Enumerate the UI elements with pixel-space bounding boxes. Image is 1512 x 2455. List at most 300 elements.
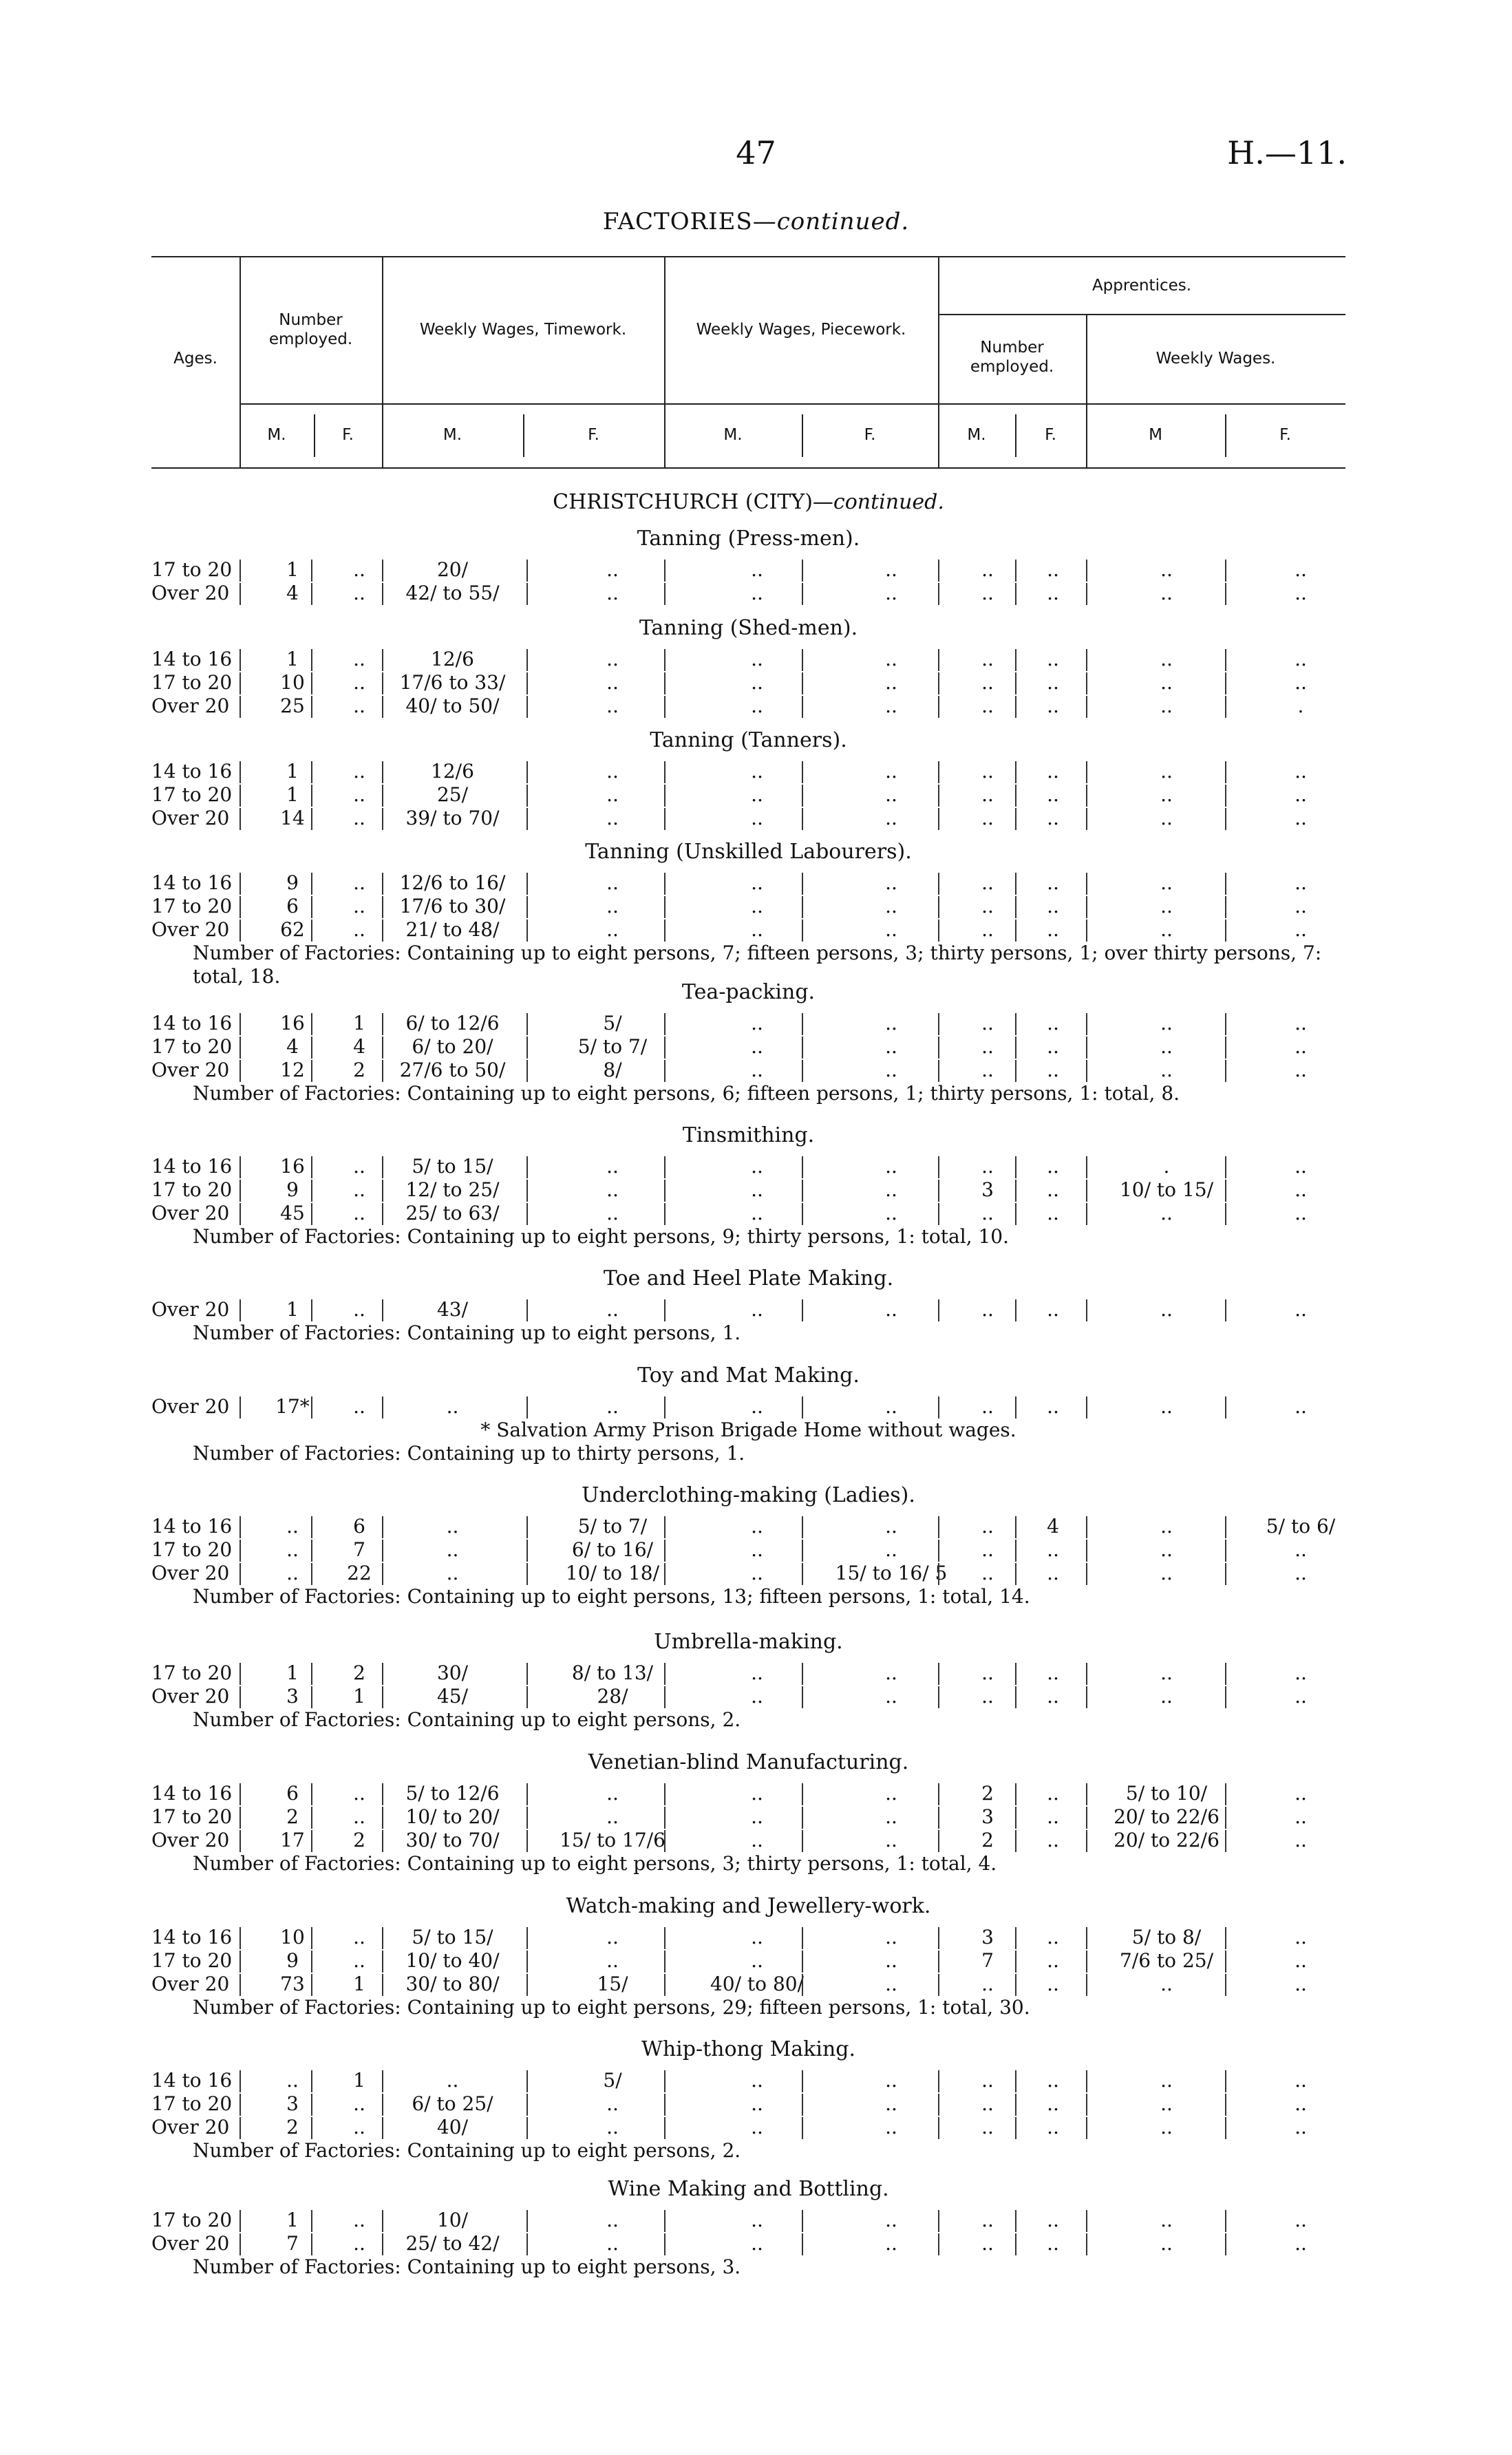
table-cell: .. [1160,1661,1173,1684]
table-cell: .. [353,895,365,917]
column-rule [239,2070,241,2092]
table-cell: Over 20 [151,2232,230,2255]
column-rule [526,2070,528,2092]
table-cell: .. [981,1298,994,1321]
table-cell: .. [751,671,763,694]
column-rule [1086,1807,1087,1829]
table-cell: .. [1160,1685,1173,1708]
column-rule [1225,1060,1226,1082]
column-rule [382,1951,383,1973]
column-rule [1015,1180,1016,1202]
table-cell: .. [751,895,763,917]
column-rule [802,672,803,694]
table-cell: 10/ to 15/ [1119,1178,1214,1201]
table-cell: 7 [286,2232,299,2255]
column-rule [526,1951,528,1973]
column-rule [1225,896,1226,918]
table-cell: 17 to 20 [151,1805,233,1828]
column-rule [1015,2094,1016,2116]
table-row [151,871,1345,896]
column-rule [382,1516,383,1538]
table-cell: 17 to 20 [151,1178,233,1201]
table-cell: 10 [280,1926,305,1948]
table-cell: .. [751,1178,763,1201]
table-cell: 7/6 to 25/ [1119,1949,1214,1972]
table-cell: Over 20 [151,1829,230,1851]
table-cell: 1 [353,1685,365,1708]
column-rule [1086,1203,1087,1225]
column-rule [938,696,939,718]
column-rule [938,583,939,605]
column-rule [802,1203,803,1225]
table-cell: .. [353,871,365,894]
section-title: Tanning (Unskilled Labourers). [585,840,912,864]
column-rule [311,672,312,694]
table-cell: .. [1047,1298,1059,1321]
column-rule [664,1516,666,1538]
table-cell: 6/ to 25/ [412,2092,493,2115]
column-rule [311,808,312,830]
table-cell: .. [1295,1926,1307,1948]
table-cell: .. [353,918,365,941]
table-cell: .. [885,671,897,694]
column-rule [526,1540,528,1562]
column-rule [802,1516,803,1538]
column-rule [1086,761,1087,783]
table-cell: .. [606,918,619,941]
column-rule [938,1686,939,1708]
table-cell: .. [981,694,994,717]
table-cell: .. [1295,1155,1307,1178]
table-cell: 5/ to 12/6 [405,1782,500,1805]
table-cell: .. [981,2069,994,2092]
column-rule [1225,1013,1226,1035]
column-rule [664,1013,666,1035]
header-f: F. [1279,426,1291,444]
column-rule [1015,2070,1016,2092]
table-cell: .. [1160,1973,1173,1995]
table-cell: Over 20 [151,1298,230,1321]
table-cell: .. [1295,558,1307,581]
column-rule [311,2094,312,2116]
column-rule [664,2233,666,2255]
column-rule [1086,1830,1087,1852]
table-cell: .. [1295,1178,1307,1201]
table-cell: .. [1047,1012,1059,1034]
column-rule [526,1299,528,1321]
column-rule [1015,808,1016,830]
column-rule [1086,1663,1087,1685]
table-cell: .. [606,1926,619,1948]
table-cell: .. [1047,2069,1059,2092]
table-row [151,1155,1345,1180]
table-cell: 14 to 16 [151,1515,233,1538]
column-rule [526,761,528,783]
column-rule [239,2117,241,2139]
column-rule [382,1060,383,1082]
column-rule [664,1951,666,1973]
column-rule [938,2117,939,2139]
table-cell: 17/6 to 30/ [399,895,506,917]
table-cell: .. [1295,1661,1307,1684]
column-rule [1086,2117,1087,2139]
table-cell: 5/ to 15/ [412,1155,493,1178]
column-rule [382,2210,383,2232]
column-rule [802,1540,803,1562]
column-rule [802,1830,803,1852]
table-cell: .. [1295,1949,1307,1972]
column-rule [664,896,666,918]
table-cell: .. [751,694,763,717]
table-cell: 5/ to 15/ [412,1926,493,1948]
column-rule [1225,1516,1226,1538]
table-cell: .. [981,1562,994,1584]
table-cell: 3 [286,2092,299,2115]
column-rule [1015,649,1016,671]
column-rule [664,672,666,694]
table-cell: .. [606,807,619,829]
page-title [0,208,1512,235]
column-rule [526,1974,528,1996]
section-title: Tanning (Press-men). [637,527,860,551]
table-cell: .. [981,1395,994,1418]
table-cell: .. [1160,558,1173,581]
table-cell: 17 to 20 [151,2209,233,2231]
column-rule [938,808,939,830]
header-f: F. [1045,426,1056,444]
table-row [151,807,1345,831]
column-rule [802,649,803,671]
table-cell: .. [751,1155,763,1178]
column-rule [1225,1540,1226,1562]
column-rule [938,896,939,918]
table-cell: 6/ to 12/6 [405,1012,500,1034]
table-cell: .. [1047,2209,1059,2231]
column-rule [239,1663,241,1685]
column-rule [802,1013,803,1035]
column-rule [1015,1156,1016,1178]
column-rule [526,873,528,895]
table-cell: .. [1295,871,1307,894]
table-cell: 1 [286,2209,299,2231]
city-title: CHRISTCHURCH (CITY)— [553,490,833,514]
column-rule [1225,808,1226,830]
section-title: Watch-making and Jewellery-work. [566,1894,931,1918]
table-cell: .. [1160,2116,1173,2138]
column-rule [938,2233,939,2255]
table-cell: 8/ [603,1059,622,1081]
table-cell: 45/ [436,1685,469,1708]
column-rule [664,2070,666,2092]
table-cell: 8/ to 13/ [571,1661,654,1684]
table-row [151,1178,1345,1203]
column-rule [938,1060,939,1082]
table-cell: .. [1047,582,1059,604]
column-rule [938,2210,939,2232]
column-rule [1225,696,1226,718]
column-rule [1086,1927,1087,1949]
table-cell: .. [751,1949,763,1972]
column-rule [664,785,666,807]
table-cell: .. [1047,1685,1059,1708]
column-rule [311,1540,312,1562]
table-cell: Over 20 [151,918,230,941]
column-rule [802,1299,803,1321]
column-rule [311,2070,312,2092]
table-cell: 2 [353,1829,365,1851]
column-rule [1086,808,1087,830]
column-rule [239,1951,241,1973]
column-rule [526,2117,528,2139]
column-rule [382,560,383,582]
table-cell: .. [751,1059,763,1081]
table-cell: .. [606,694,619,717]
table-cell: Over 20 [151,807,230,829]
table-row [151,1538,1345,1563]
table-cell: .. [1160,918,1173,941]
table-cell: 4 [1047,1515,1059,1538]
table-cell: 5/ to 10/ [1125,1782,1208,1805]
factory-count-note: Number of Factories: Containing up to eight persons, 13; fifteen persons, 1: total, 14. [193,1585,1030,1608]
table-cell: 1 [286,1661,299,1684]
column-rule [526,1807,528,1829]
table-cell: .. [446,1562,459,1584]
column-rule [1225,1927,1226,1949]
section-title: Underclothing-making (Ladies). [582,1483,915,1507]
table-cell: .. [1295,918,1307,941]
table-cell: .. [353,1949,365,1972]
column-rule [1015,1037,1016,1059]
table-cell: .. [981,2092,994,2115]
table-cell: .. [1047,1949,1059,1972]
table-cell: .. [353,648,365,670]
table-cell: 40/ to 80/ [710,1973,805,1995]
column-rule [526,1060,528,1082]
table-cell: .. [885,807,897,829]
table-cell: 7 [981,1949,994,1972]
table-cell: .. [751,783,763,806]
column-rule [664,696,666,718]
table-cell: .. [1295,1562,1307,1584]
title-italic: continued. [776,208,910,235]
column-rule [311,1516,312,1538]
column-rule [938,1927,939,1949]
column-rule [802,696,803,718]
column-rule [664,1563,666,1585]
table-cell: 14 to 16 [151,1782,233,1805]
table-cell: 17 to 20 [151,1035,233,1058]
table-row [151,2232,1345,2257]
table-cell: .. [1160,648,1173,670]
section-title: Tinsmithing. [682,1123,815,1147]
table-cell: 30/ to 80/ [405,1973,500,1995]
table-row [151,1685,1345,1710]
table-cell: .. [353,783,365,806]
column-rule [664,761,666,783]
table-cell: .. [1295,1685,1307,1708]
table-cell: .. [885,1515,897,1538]
column-rule [1225,2094,1226,2116]
table-cell: 22 [347,1562,372,1584]
column-rule [1015,896,1016,918]
column-rule [382,1783,383,1805]
column-rule [802,761,803,783]
table-cell: .. [981,1035,994,1058]
table-cell: 12/6 to 16/ [399,871,506,894]
column-rule [1086,583,1087,605]
column-rule [239,2233,241,2255]
table-cell: .. [1047,2116,1059,2138]
table-cell: 6 [286,1782,299,1805]
table-cell: 14 [280,807,305,829]
table-cell: .. [353,1926,365,1948]
column-rule [1015,785,1016,807]
city-heading [151,490,1345,514]
factory-count-note: Number of Factories: Containing up to eight persons, 2. [193,2139,741,2162]
column-rule [802,1037,803,1059]
table-cell: 2 [981,1829,994,1851]
column-rule [1225,785,1226,807]
table-cell: 12/6 [431,648,474,670]
column-rule [1225,1807,1226,1829]
table-cell: 10/ [436,2209,469,2231]
column-rule [938,1540,939,1562]
table-row [151,1395,1345,1420]
column-rule [1086,1037,1087,1059]
table-cell: 1 [286,558,299,581]
column-rule [311,2210,312,2232]
table-cell: .. [1160,582,1173,604]
table-cell: .. [1295,1805,1307,1828]
column-rule [382,2094,383,2116]
table-row [151,1515,1345,1540]
table-cell: .. [286,2069,299,2092]
column-rule [311,2117,312,2139]
column-rule [938,920,939,942]
column-rule [1015,761,1016,783]
column-rule [382,1180,383,1202]
table-cell: 17 to 20 [151,671,233,694]
table-cell: .. [981,671,994,694]
column-rule [526,696,528,718]
table-cell: 1 [353,2069,365,2092]
column-rule [1225,1830,1226,1852]
table-cell: .. [751,2232,763,2255]
column-rule [239,1396,241,1418]
header-app-wages: Weekly Wages. [1156,350,1276,368]
column-rule [311,1686,312,1708]
column-rule [239,672,241,694]
factory-count-note: Number of Factories: Containing up to eight persons, 2. [193,1708,741,1731]
table-cell: .. [981,1059,994,1081]
column-rule [1225,1686,1226,1708]
column-rule [664,583,666,605]
section-title: Whip-thong Making. [641,2037,856,2061]
column-rule [1086,1180,1087,1202]
table-cell: .. [606,1949,619,1972]
table-cell: .. [1047,760,1059,783]
column-rule [382,785,383,807]
table-row [151,694,1345,719]
column-rule [311,649,312,671]
column-rule [382,1396,383,1418]
table-cell: .. [1160,1538,1173,1561]
table-cell: .. [981,1661,994,1684]
column-rule [938,785,939,807]
table-cell: .. [885,1202,897,1224]
table-row [151,648,1345,672]
column-rule [1086,1974,1087,1996]
column-rule [938,1013,939,1035]
table-cell: .. [1295,2092,1307,2115]
table-cell: Over 20 [151,1059,230,1081]
column-rule [311,1783,312,1805]
factory-count-note: Number of Factories: Containing up to eight persons, 3. [193,2255,741,2278]
table-cell: .. [353,582,365,604]
table-cell: .. [885,783,897,806]
column-rule [1225,1663,1226,1685]
table-cell: 12 [280,1059,305,1081]
table-cell: .. [1160,1202,1173,1224]
column-rule [311,1830,312,1852]
table-cell: 20/ to 22/6 [1114,1805,1220,1828]
table-cell: .. [1160,1035,1173,1058]
column-rule [239,873,241,895]
table-cell: .. [1160,2232,1173,2255]
section-title: Tanning (Shed-men). [639,616,858,640]
table-row [151,558,1345,583]
column-rule [1086,1299,1087,1321]
table-row [151,783,1345,808]
table-cell: .. [981,1012,994,1034]
table-cell: .. [606,871,619,894]
table-cell: .. [885,918,897,941]
table-row [151,1661,1345,1686]
table-cell: .. [1160,1395,1173,1418]
column-rule [382,672,383,694]
header-m: M [1149,426,1162,444]
column-rule [1015,1516,1016,1538]
table-cell: Over 20 [151,694,230,717]
table-cell: .. [353,2232,365,2255]
table-cell: 9 [286,1949,299,1972]
column-rule [664,1156,666,1178]
table-cell: .. [885,1661,897,1684]
table-cell: .. [885,1395,897,1418]
table-cell: 10 [280,671,305,694]
table-cell: 15/ to 17/6 [560,1829,666,1851]
column-rule [526,920,528,942]
column-rule [239,649,241,671]
table-cell: .. [1295,2232,1307,2255]
column-rule [239,761,241,783]
table-cell: 17 to 20 [151,2092,233,2115]
table-cell: 14 to 16 [151,871,233,894]
column-rule [1015,1396,1016,1418]
table-cell: .. [606,558,619,581]
table-row [151,760,1345,785]
column-rule [311,1037,312,1059]
column-rule [382,1663,383,1685]
header-m: M. [967,426,986,444]
city-italic: continued. [833,490,944,514]
column-rule [239,583,241,605]
table-row [151,918,1345,943]
column-rule [382,2117,383,2139]
table-cell: 40/ [436,2116,469,2138]
column-rule [382,873,383,895]
column-rule [802,1396,803,1418]
